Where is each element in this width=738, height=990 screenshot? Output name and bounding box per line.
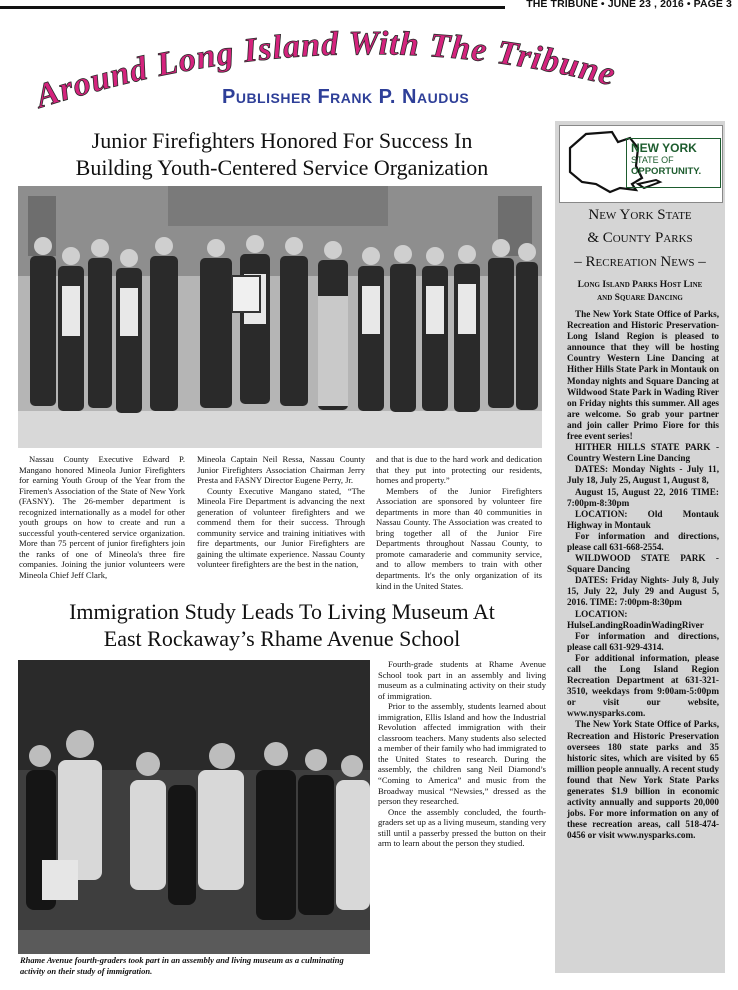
masthead [0,8,738,118]
article1-headline-line2: Building Youth-Centered Service Organization [75,155,489,180]
masthead-title: Around Long Island With The Tribune [31,25,620,116]
ny-state-logo [559,125,723,203]
sidebar-p1: The New York State Office of Parks, Recreation and Historic Preservation-Long Island Region is pleased to announce that they will be hosting Country Western Line Dancing at Hither Hills State Park in Montauk on Monday nights and Square Dancing at Wildwood State Park in Wading River on Friday nights this summer. All ages are welcome. So grab your partner and join caller Primo Fiore for this free event series! [567,309,719,442]
sidebar-p3: DATES: Monday Nights - July 11, July 18, July 25, August 1, August 8, [567,464,719,486]
sidebar-p7: WILDWOOD STATE PARK - Square Dancing [567,553,719,575]
publisher-line: Publisher Frank P. Naudus [222,86,470,108]
article2-headline-line1: Immigration Study Leads To Living Museum At [69,599,495,624]
ny-logo-line3: OPPORTUNITY. [631,166,702,177]
article1-column-1 [19,454,185,581]
sidebar-p2: HITHER HILLS STATE PARK - Country Western Line Dancing [567,442,719,464]
sidebar-p12: The New York State Office of Parks, Recreation and Historic Preservation oversees 180 state parks and 35 historic sites, which are visited by 65 million people annually. A recent study found that New York State Parks generates $1.9 billion in economic activity annually and supports 20,000 jobs. For more information on any of these recreation areas, call 518-474-0456 or visit www.nysparks.com. [567,719,719,841]
article1-col1-text: Nassau County Executive Edward P. Mangano honored Mineola Junior Firefighters for earning Youth Group of the Year from the Firemen's Association of the State of New York (FASNY). The 26-member department is recognized internationally as a model for other youth groups on how to create and run a successful youth-centered service organization. More than 75 percent of junior firefighters join the ranks of one of Mineola's three fire companies. Joining the junior volunteers were Mineola Chief Jeff Clark, [19,454,185,581]
article2-headline [18,598,546,652]
sidebar-title-line1: New York State [588,207,692,223]
sidebar-body [567,309,719,842]
firefighters-photo [18,186,542,448]
article1-col2-p2: County Executive Mangano stated, “The Mineola Fire Department is advancing the next generation of volunteer firefighters and we commend them for their success. Through community service and training initiatives with fire departments, our Junior Firefighters are gaining the ultimate experience. Nassau County volunteer firefighters are the best in the nation, [197,485,365,570]
page-folio: THE TRIBUNE • JUNE 23 , 2016 • PAGE 3 [526,0,732,10]
sidebar-p4: August 15, August 22, 2016 TIME: 7:00pm-8:30pm [567,486,719,508]
firefighters-photo-image [18,186,542,448]
sidebar-p8: DATES: Friday Nights- July 8, July 15, July 22, July 29 and August 5, 2016. TIME: 7:00pm-8:30pm [567,575,719,608]
article1-col3-p1: and that is due to the hard work and dedication that they put into protecting our residents, homes and property.” [376,454,542,486]
article1-column-2 [197,454,365,570]
sidebar-p5: LOCATION: Old Montauk Highway in Montauk [567,508,719,530]
article1-col2-p1: Mineola Captain Neil Ressa, Nassau County Junior Firefighters Association Chairman Jerry Presta and FASNY Director Eugene Perry, Jr. [197,454,365,486]
photo-caption: Rhame Avenue fourth-graders took part in an assembly and living museum as a culminating activity on their study of immigration. [20,955,344,976]
article1-column-3 [376,454,542,591]
article2-p1: Fourth-grade students at Rhame Avenue School took part in an assembly and living museum as a culminating activity on their study of immigration. [378,659,546,701]
sidebar-title-line3: – Recreation News – [574,254,706,270]
article1-col3-p2: Members of the Junior Firefighters Association are sponsored by volunteer fire departments in more than 40 communities in Nassau County. The Association was created to bring together all of the Junior Fire Departments throughout Nassau County, to promote camaraderie and community service, and to allow members to train with other departments. It's the only organization of its kind in the United States. [376,485,542,591]
article1-headline-line1: Junior Firefighters Honored For Success In [91,128,473,153]
living-museum-photo-image [18,660,370,954]
sidebar-subhead-line2: and Square Dancing [597,293,683,303]
ny-logo-line2: STATE OF [631,155,674,165]
sidebar-p9: LOCATION: HulseLandingRoadinWadingRiver [567,608,704,630]
living-museum-photo [18,660,370,954]
article2-headline-line2: East Rockaway’s Rhame Avenue School [103,626,461,651]
article2-p3: Once the assembly concluded, the fourth-graders set up as a living museum, standing very still until a passerby pressed the button on their arm to learn about the person they studied. [378,806,546,849]
sidebar-title-line2: & County Parks [587,230,693,246]
ny-logo-wordmark [626,138,721,188]
article1-headline [18,127,546,181]
ny-logo-line1: NEW YORK [631,141,697,155]
sidebar-subhead-line1: Long Island Parks Host Line [577,280,703,290]
sidebar-p10: For information and directions, please call 631-929-4314. [567,630,719,652]
parks-sidebar [555,121,725,973]
article2-p2: Prior to the assembly, students learned about immigration, Ellis Island and how the Industrial Revolution affected immigration with their classroom teachers. Many students also selected a member of their family who had immigrated to the United States to research. During the assembly, the children sang Neil Diamond’s “Coming to America” and music from the Broadway musical “Newsies,” dressed as the person they researched. [378,701,547,807]
article2-column [378,659,546,849]
sidebar-p11: For additional information, please call the Long Island Region Recreation Department at 631-321-3510, weekdays from 9:00am-5:00pm or visit our website, www.nysparks.com. [567,652,719,719]
sidebar-p6: For information and directions, please call 631-668-2554. [567,530,719,552]
